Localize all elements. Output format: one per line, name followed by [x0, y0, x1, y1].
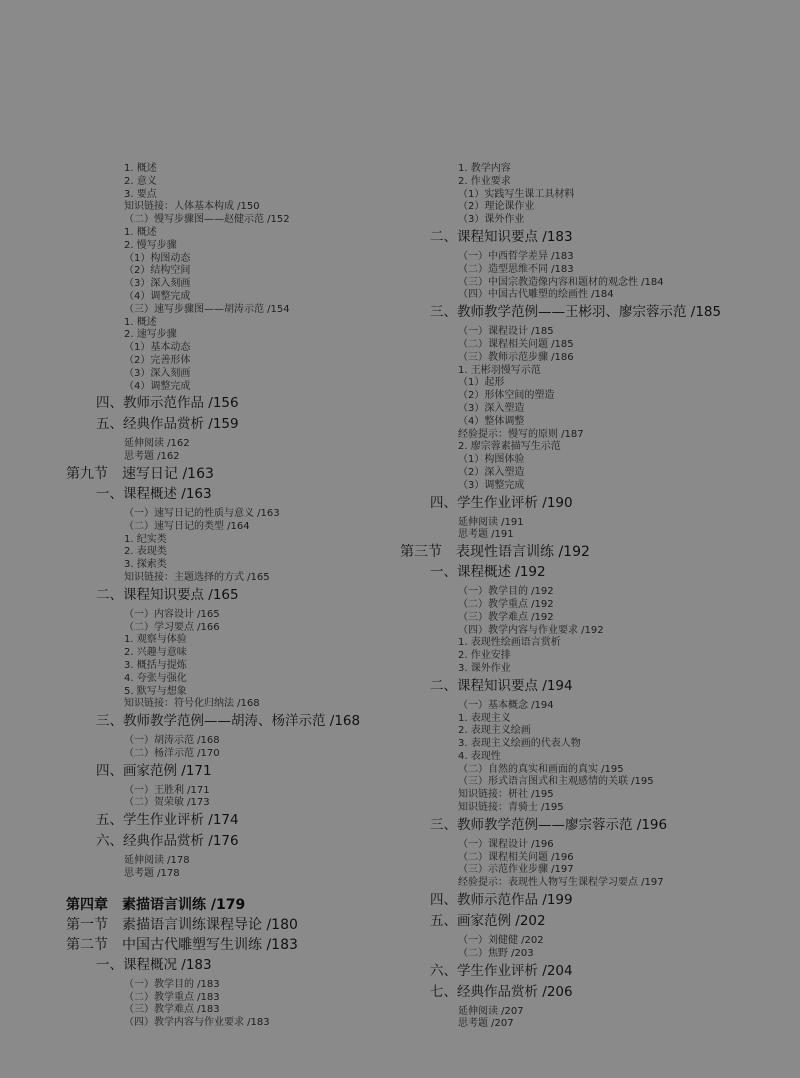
toc-heading: 七、经典作品赏析 /206: [430, 983, 573, 1000]
toc-heading: 六、学生作业评析 /204: [430, 962, 573, 979]
toc-entry: 2. 慢写步骤: [124, 239, 177, 251]
toc-entry: 2. 表现类: [124, 546, 167, 558]
toc-entry: （三）教学难点 /192: [458, 611, 554, 623]
toc-heading: 五、画家范例 /202: [430, 913, 546, 930]
toc-entry: （1）构图体验: [458, 454, 525, 466]
toc-heading: 一、课程概况 /183: [96, 956, 212, 973]
toc-entry: （1）构图动态: [124, 252, 191, 264]
toc-entry: 3. 表现主义绘画的代表人物: [458, 738, 581, 750]
toc-entry: 延伸阅读 /178: [124, 855, 190, 867]
toc-entry: 知识链接：符号化归纳法 /168: [124, 698, 260, 710]
toc-entry: 思考题 /191: [458, 529, 514, 541]
toc-heading: 四、画家范例 /171: [96, 762, 212, 779]
toc-entry: （二）焦野 /203: [458, 947, 534, 959]
toc-heading: 三、教师教学范例——王彬羽、廖宗蓉示范 /185: [430, 304, 722, 321]
toc-entry: （二）造型思维不同 /183: [458, 263, 574, 275]
toc-entry: 1. 概述: [124, 226, 157, 238]
toc-heading: 三、教师教学范例——廖宗蓉示范 /196: [430, 816, 668, 833]
toc-entry: （一）教学目的 /183: [124, 978, 220, 990]
toc-entry: 经验提示：慢写的原则 /187: [458, 428, 584, 440]
toc-entry: 思考题 /162: [124, 451, 180, 463]
toc-entry: 1. 观察与体验: [124, 634, 187, 646]
toc-entry: 1. 概述: [124, 316, 157, 328]
toc-entry: 1. 王彬羽慢写示范: [458, 364, 541, 376]
toc-entry: （二）贺荣敏 /173: [124, 797, 210, 809]
toc-gap: [66, 881, 396, 895]
toc-entry: （一）速写日记的性质与意义 /163: [124, 507, 280, 519]
toc-entry: （二）自然的真实和画面的真实 /195: [458, 763, 624, 775]
toc-heading: 四、教师示范作品 /156: [96, 395, 239, 412]
toc-heading: 二、课程知识要点 /183: [430, 228, 573, 245]
toc-entry: 知识链接：青骑士 /195: [458, 802, 564, 814]
toc-entry: 知识链接：人体基本构成 /150: [124, 201, 260, 213]
toc-entry: （2）深入塑造: [458, 466, 525, 478]
toc-entry: （一）课程设计 /196: [458, 838, 554, 850]
toc-entry: 思考题 /207: [458, 1018, 514, 1030]
toc-entry: 1. 概述: [124, 163, 157, 174]
toc-entry: （3）深入刻画: [124, 278, 191, 290]
toc-entry: （4）调整完成: [124, 380, 191, 392]
toc-entry: （3）调整完成: [458, 479, 525, 491]
toc-entry: （3）课外作业: [458, 214, 525, 226]
toc-entry: 延伸阅读 /207: [458, 1005, 524, 1017]
toc-entry: （2）完善形体: [124, 354, 191, 366]
toc-entry: （二）速写日记的类型 /164: [124, 520, 250, 532]
toc-entry: 4. 表现性: [458, 750, 501, 762]
toc-entry: （4）调整完成: [124, 290, 191, 302]
toc-entry: （一）课程设计 /185: [458, 326, 554, 338]
toc-entry: （三）示范作业步骤 /197: [458, 864, 574, 876]
toc-section: 第九节 速写日记 /163: [66, 465, 214, 482]
toc-section: 第三节 表现性语言训练 /192: [400, 544, 590, 561]
toc-entry: （一）刘健健 /202: [458, 935, 544, 947]
toc-entry: 延伸阅读 /191: [458, 516, 524, 528]
toc-entry: 经验提示：表现性人物写生课程学习要点 /197: [458, 877, 664, 889]
toc-heading: 一、课程概述 /163: [96, 485, 212, 502]
toc-entry: 2. 意义: [124, 175, 157, 187]
toc-entry: （二）学习要点 /166: [124, 621, 220, 633]
toc-entry: （一）教学目的 /192: [458, 586, 554, 598]
toc-entry: 3. 要点: [124, 188, 157, 200]
toc-section: 第一节 素描语言训练课程导论 /180: [66, 916, 298, 933]
toc-entry: （3）深入塑造: [458, 402, 525, 414]
toc-entry: 1. 纪实类: [124, 533, 167, 545]
toc-entry: （三）形式语言图式和主观感情的关联 /195: [458, 776, 654, 788]
toc-entry: 知识链接：主题选择的方式 /165: [124, 571, 270, 583]
toc-entry: （1）基本动态: [124, 342, 191, 354]
toc-entry: （三）教师示范步骤 /186: [458, 351, 574, 363]
toc-heading: 五、经典作品赏析 /159: [96, 416, 239, 433]
toc-entry: 延伸阅读 /162: [124, 438, 190, 450]
toc-entry: （2）理论课作业: [458, 201, 535, 213]
toc-entry: （四）中国古代雕塑的绘画性 /184: [458, 289, 614, 301]
toc-entry: （2）结构空间: [124, 265, 191, 277]
toc-section: 第二节 中国古代雕塑写生训练 /183: [66, 936, 298, 953]
toc-entry: 1. 教学内容: [458, 163, 511, 174]
toc-entry: 4. 夸张与强化: [124, 672, 187, 684]
toc-heading: 四、学生作业评析 /190: [430, 494, 573, 511]
toc-entry: （一）内容设计 /165: [124, 608, 220, 620]
toc-entry: 3. 探索类: [124, 559, 167, 571]
toc-entry: （2）形体空间的塑造: [458, 390, 555, 402]
toc-entry: 知识链接：枅社 /195: [458, 789, 554, 801]
toc-entry: 2. 廖宗蓉素描写生示范: [458, 441, 561, 453]
toc-heading: 一、课程概述 /192: [430, 564, 546, 581]
toc-entry: （二）课程相关问题 /196: [458, 851, 574, 863]
toc-entry: （一）王胜利 /171: [124, 784, 210, 796]
toc-entry: （四）教学内容与作业要求 /183: [124, 1017, 270, 1029]
toc-entry: 5. 默写与想象: [124, 685, 187, 697]
toc-entry: （1）实践写生课工具材料: [458, 188, 575, 200]
toc-entry: （三）中国宗教造像内容和题材的观念性 /184: [458, 276, 664, 288]
toc-entry: （3）深入刻画: [124, 367, 191, 379]
toc-heading: 六、经典作品赏析 /176: [96, 833, 239, 850]
toc-entry: 3. 课外作业: [458, 662, 511, 674]
toc-entry: 2. 作业安排: [458, 650, 511, 662]
toc-entry: 2. 兴趣与意味: [124, 647, 187, 659]
toc-left-column: [66, 163, 396, 1030]
toc-entry: 2. 作业要求: [458, 175, 511, 187]
toc-entry: （二）慢写步骤图——赵健示范 /152: [124, 214, 290, 226]
toc-chapter: 第四章 素描语言训练 /179: [66, 896, 246, 913]
toc-entry: （一）胡涛示范 /168: [124, 735, 220, 747]
toc-entry: 1. 表现主义: [458, 712, 511, 724]
toc-entry: （三）速写步骤图——胡涛示范 /154: [124, 303, 290, 315]
toc-entry: 1. 表现性绘画语言赏析: [458, 637, 561, 649]
toc-entry: （4）整体调整: [458, 415, 525, 427]
toc-entry: （二）教学重点 /183: [124, 991, 220, 1003]
toc-entry: 思考题 /178: [124, 868, 180, 880]
toc-entry: （四）教学内容与作业要求 /192: [458, 624, 604, 636]
toc-entry: （一）中西哲学差异 /183: [458, 250, 574, 262]
toc-heading: 五、学生作业评析 /174: [96, 812, 239, 829]
toc-heading: 二、课程知识要点 /194: [430, 677, 573, 694]
toc-heading: 二、课程知识要点 /165: [96, 586, 239, 603]
toc-entry: 2. 表现主义绘画: [458, 725, 531, 737]
toc-entry: 2. 速写步骤: [124, 329, 177, 341]
toc-entry: （二）杨洋示范 /170: [124, 747, 220, 759]
toc-entry: （三）教学难点 /183: [124, 1004, 220, 1016]
toc-heading: 三、教师教学范例——胡涛、杨洋示范 /168: [96, 713, 361, 730]
toc-entry: （1）起形: [458, 377, 505, 389]
toc-entry: （二）课程相关问题 /185: [458, 338, 574, 350]
toc-entry: （二）教学重点 /192: [458, 598, 554, 610]
toc-heading: 四、教师示范作品 /199: [430, 892, 573, 909]
toc-right-column: [400, 163, 795, 1031]
toc-entry: （一）基本概念 /194: [458, 699, 554, 711]
toc-entry: 3. 概括与提炼: [124, 659, 187, 671]
